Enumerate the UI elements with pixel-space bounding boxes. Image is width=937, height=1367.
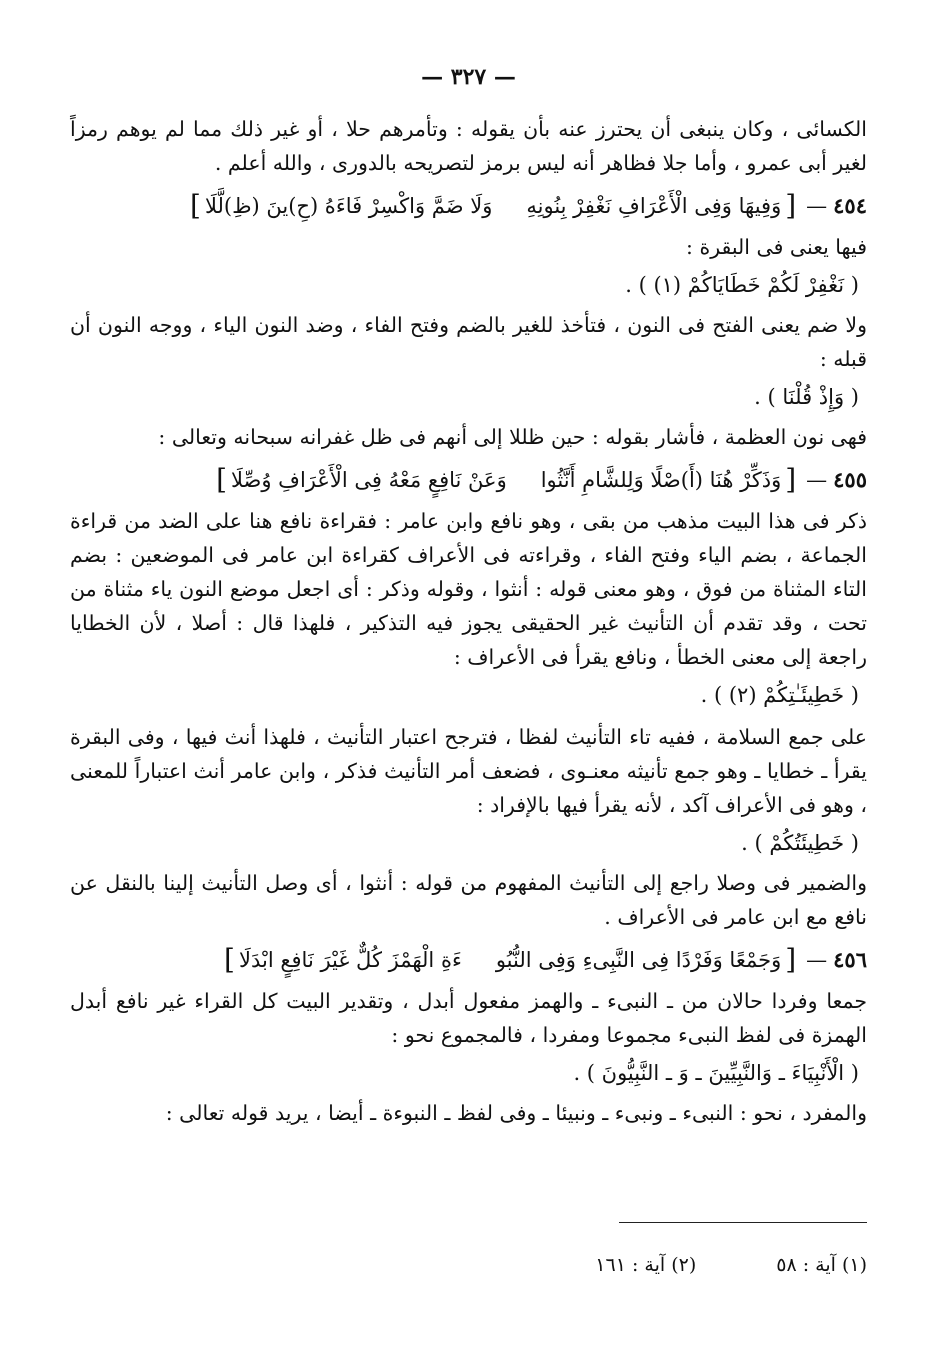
- paragraph: الكسائى ، وكان ينبغى أن يحترز عنه بأن يقوله : وتأمرهم حلا ، أو غير ذلك مما لم يوهم رمزاً لغير أبى عمرو ، وأما جلا فظاهر أنه ليس برمز لتصريحه بالدورى ، والله أعلم .: [70, 117, 867, 175]
- verse-number: ٤٥٥: [833, 467, 867, 492]
- poem-verse: [70, 188, 867, 224]
- paragraph: والمفرد ، نحو : النبىء ـ ونبىء ـ ونبيئا ـ وفى لفظ ـ النبوءة ـ أيضا ، يريد قوله تعالى :: [165, 1101, 867, 1125]
- verse-number: ٤٥٤: [833, 193, 867, 218]
- quran-quote: ( خَطِيئَتُكُمْ ) .: [741, 831, 859, 855]
- verse-first-hemistich: وَفِيهَا وَفِى الْأَعْرَافِ نَغْفِرْ بِنُونِهِ: [526, 194, 782, 218]
- verse-bracket-open: [: [785, 189, 797, 222]
- quran-quote: ( وَإِذْ قُلْنَا ) .: [754, 385, 859, 409]
- quran-quote: ( خَطِيئَـٰتِكُمْ (٢) ) .: [700, 683, 859, 707]
- verse-bracket-close: ]: [190, 189, 201, 222]
- footnotes: [70, 1254, 867, 1276]
- verse-bracket-close: ]: [224, 943, 235, 976]
- verse-second-hemistich: ءَةِ الْهَمْزَ كُلٌّ غَيْرَ نَافِعٍ ابْدَلَا: [238, 948, 462, 972]
- verse-second-hemistich: وَعَنْ نَافِعٍ مَعْهُ فِى الْأَعْرَافِ وُصِّلَا: [231, 468, 507, 492]
- footnote-divider: [619, 1222, 867, 1223]
- paragraph: جمعا وفردا حالان من ـ النبىء ـ والهمز مفعول أبدل ، وتقدير البيت كل القراء غير نافع أبدل الهمزة فى لفظ النبىء مجموعا ومفردا ، فالمجموع نحو :: [70, 989, 867, 1047]
- paragraph: فيها يعنى فى البقرة :: [686, 235, 867, 259]
- quran-quote: ( نَغْفِرْ لَكُمْ خَطَايَاكُمْ (١) ) .: [625, 273, 859, 297]
- footnote-2: (٢) آية : ١٦١: [595, 1254, 697, 1276]
- verse-bracket-close: ]: [216, 463, 227, 496]
- verse-first-hemistich: وَجَمْعًا وَفَرْدًا فِى النَّبِىءِ وَفِى النُّبُو: [495, 948, 782, 972]
- verse-bracket-open: [: [785, 463, 797, 496]
- verse-dash: —: [806, 948, 828, 972]
- page-number: — ٣٢٧ —: [421, 64, 516, 90]
- verse-number: ٤٥٦: [833, 947, 867, 972]
- verse-dash: —: [806, 194, 828, 218]
- verse-first-hemistich: وَذَكِّرْ هُنَا (أَ)صْلًا وَلِلشَّامِ أَنَّثُوا: [540, 468, 782, 492]
- verse-bracket-open: [: [785, 943, 797, 976]
- footnote-1: (١) آية : ٥٨: [776, 1254, 867, 1276]
- paragraph: والضمير فى وصلا راجع إلى التأنيث المفهوم من قوله : أنثوا ، أى وصل التأنيث إلينا بالنقل عن نافع مع ابن عامر فى الأعراف .: [70, 871, 867, 929]
- paragraph: ذكر فى هذا البيت مذهب من بقى ، وهو نافع وابن عامر : فقراءة نافع هنا على الضد من قراءة الجماعة ، بضم الياء وفتح الفاء ، وقراءته فى الأعراف كقراءة ابن عامر فى الموضعين : بضم التاء المثناة من فوق ، وهو معنى قوله : أنثوا ، وقوله وذكر : أى اجعل موضع النون ياء مثناة من تحت ، وقد تقدم أن التأنيث غير الحقيقى يجوز فيه التذكير ، فلهذا قال : أصلا ، لأن الخطايا راجعة إلى معنى الخطأ ، ونافع يقرأ فى الأعراف :: [70, 509, 867, 669]
- poem-verse: [70, 942, 867, 978]
- verse-dash: —: [806, 468, 828, 492]
- quran-quote: ( الْأَنْبِيَاءَ ـ وَالنَّبِيِّينَ ـ وَ ـ النَّبِيُّونَ ) .: [573, 1061, 859, 1085]
- paragraph: على جمع السلامة ، ففيه تاء التأنيث لفظا ، فترجح اعتبار التأنيث ، فلهذا أنث فيها ، وفى البقرة يقرأ ـ خطايا ـ وهو جمع تأنيثه معنـوى ، فضعف أمر التأنيث فذكر ، وابن عامر أنث اعتباراً للمعنى ، وهو فى الأعراف آكد ، لأنه يقرأ فيها بالإفراد :: [70, 725, 867, 817]
- verse-second-hemistich: وَلَا ضَمَّ وَاكْسِرْ فَاءَهُ (حِ)ينَ (ظِ)لَّلَا: [204, 194, 493, 218]
- paragraph: ولا ضم يعنى الفتح فى النون ، فتأخذ للغير بالضم وفتح الفاء ، وضد النون الياء ، ووجه النون أن قبله :: [70, 313, 867, 371]
- paragraph: فهى نون العظمة ، فأشار بقوله : حين ظللا إلى أنهم فى ظل غفرانه سبحانه وتعالى :: [158, 425, 867, 449]
- poem-verse: [70, 462, 867, 498]
- document-body: [70, 112, 867, 1130]
